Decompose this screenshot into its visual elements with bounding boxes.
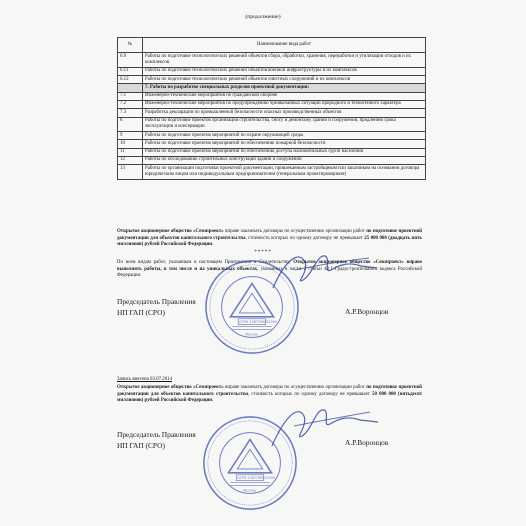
scope-text-3: . <box>212 242 214 248</box>
table-row <box>118 109 426 117</box>
amend-text-1: вправе заключать договоры по осуществлению организации работ <box>223 385 367 390</box>
row-work-name: Работы по подготовке проектов мероприятий по обеспечению пожарной безопасности <box>143 140 426 148</box>
amendment-heading: Запись внесена 03.07.2014 <box>117 377 173 382</box>
row-number: 10 <box>118 140 143 148</box>
unique-text-2: , указанных в части 2 статьи 48.1 Градостроительного кодекса Российской Федерации. <box>117 266 422 279</box>
seal-ogrn-2: ОГРН 1087799032390 <box>237 475 276 480</box>
signature-block-2 <box>117 430 196 451</box>
scope-limit: 25 000 000 (двадцать пять миллионов) рублей Российской Федерации <box>117 235 422 248</box>
amend-org: Открытое акционерное общество «Севзпроект» <box>117 385 224 390</box>
org-name: Открытое акционерное общество «Севзпроект» <box>117 229 224 234</box>
signer-title-2: Председатель Правления <box>117 430 196 439</box>
col-name-header: Наименование вида работ <box>143 38 426 53</box>
table-row <box>118 117 426 131</box>
row-number: 7.2 <box>118 100 143 108</box>
row-number: 11 <box>118 148 143 156</box>
seal-city-1: Москва <box>245 332 258 337</box>
table-row <box>118 92 426 100</box>
scope-bold-1: по подготовке проектной документации для объектов капитального строительства <box>117 229 422 241</box>
table-row <box>118 131 426 139</box>
signer-name-1: А.Р.Воронцов <box>345 307 389 316</box>
table-row <box>118 67 426 75</box>
row-work-name: Инженерно-технические мероприятия по предупреждению чрезвычайных ситуаций природного и техногенного характера <box>143 100 426 108</box>
table-row <box>118 156 426 164</box>
row-number: 6.9 <box>118 53 143 67</box>
signer-title: Председатель Правления <box>117 297 196 306</box>
table-section-row <box>118 84 426 92</box>
row-work-name: Работы по подготовке проектов организации строительства, сносу и демонтажу зданий и сооружений, продлению срока эксплуатации и консервации <box>143 117 426 131</box>
unique-bold: Открытое акционерное общество «Севзпроект» вправе выполнять работы, в том числе и на уникальных объектах <box>117 260 422 272</box>
row-number: 9 <box>118 131 143 139</box>
col-num-header: № <box>118 38 143 53</box>
table-row <box>118 140 426 148</box>
signer-org: НП ГАП (СРО) <box>117 307 165 317</box>
table-header-row <box>118 38 426 53</box>
row-work-name: Работы по подготовке технологических решений объектов сбора, обработки, хранения, переработки и утилизации отходов и их комплексов <box>143 53 426 67</box>
amend-bold-1: по подготовке проектной документации для объектов капитального строительства <box>117 385 422 397</box>
row-work-name: Работы по подготовке технологических решений объектов военной инфраструктуры и их комплексов <box>143 67 426 75</box>
row-number: 7.3 <box>118 109 143 117</box>
scope-text-1: вправе заключать договоры по осуществлению организации работ <box>223 229 367 234</box>
row-work-name: Работы по организации подготовки проектной документации, привлекаемым застройщиком или заказчиком на основании договора юридическим лицом или индивидуальным предпринимателем (генеральным проектировщиком) <box>143 165 426 179</box>
signer-org-2: НП ГАП (СРО) <box>117 440 165 450</box>
row-number: 12 <box>118 156 143 164</box>
handwritten-signature-2 <box>262 396 389 456</box>
handwritten-signature-1 <box>265 240 385 300</box>
row-work-name: Работы по подготовке проектов мероприятий по охране окружающей среды <box>143 131 426 139</box>
amend-limit: 50 000 000 (пятьдесят миллионов) рублей Российской Федерации <box>117 391 422 404</box>
row-work-name: Разработка декларации по промышленной безопасности опасных производственных объектов <box>143 109 426 117</box>
row-work-name: Работы по подготовке проектов мероприятий по обеспечению доступа маломобильных групп населения <box>143 148 426 156</box>
row-work-name: 7. Работы по разработке специальных разделов проектной документации: <box>143 84 426 92</box>
amend-text-3: . <box>212 398 214 404</box>
signer-name-2: А.Р.Воронцов <box>345 438 389 447</box>
separator-stars: ***** <box>254 250 272 255</box>
row-number: 13 <box>118 165 143 179</box>
row-work-name: Инженерно-технические мероприятия по гражданской обороне <box>143 92 426 100</box>
row-number: 7.1 <box>118 92 143 100</box>
signature-block-1 <box>117 297 196 318</box>
seal-ogrn-1: ОГРН 1087799032390 <box>239 319 278 324</box>
row-work-name: Работы по обследованию строительных конструкций зданий и сооружений <box>143 156 426 164</box>
seal-city-2: Москва <box>243 488 256 493</box>
row-number: 6.12 <box>118 75 143 83</box>
table-row <box>118 165 426 179</box>
unique-text-1: По всем видам работ, указанным в настоящем Приложении к Свидетельству, <box>117 260 294 265</box>
continuation-label: (продолжение) <box>245 14 281 20</box>
table-row <box>118 100 426 108</box>
row-number: 8 <box>118 117 143 131</box>
works-table <box>117 37 426 180</box>
table-row <box>118 148 426 156</box>
table-row <box>118 75 426 83</box>
row-work-name: Работы по подготовке технологических решений объектов очистных сооружений и их комплексов <box>143 75 426 83</box>
row-number <box>118 84 143 92</box>
amend-text-2: , стоимость которых по одному договору не превышает <box>248 391 373 397</box>
table-row <box>118 53 426 67</box>
row-number: 6.11 <box>118 67 143 75</box>
scope-text-2: , стоимость которых по одному договору не превышает <box>245 235 365 241</box>
